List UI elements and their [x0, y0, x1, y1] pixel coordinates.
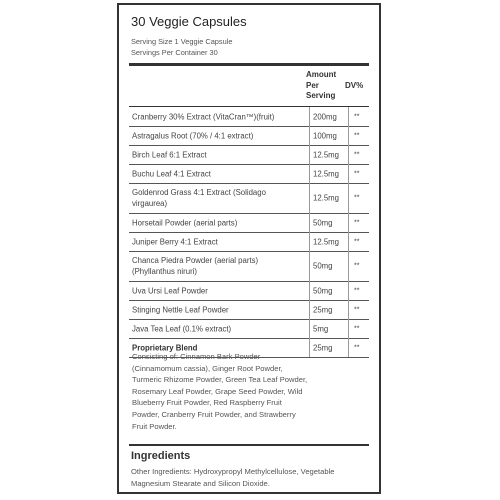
ingredient-dv: **: [354, 132, 360, 139]
ingredient-name: Juniper Berry 4:1 Extract: [132, 237, 218, 246]
column-divider: [348, 232, 349, 251]
ingredient-amount: 25mg: [313, 305, 333, 314]
ingredient-amount: 200mg: [313, 112, 337, 121]
ingredient-amount: 100mg: [313, 131, 337, 140]
column-divider: [309, 319, 310, 338]
ingredient-dv: **: [354, 325, 360, 332]
servings-per-container: Servings Per Container 30: [131, 48, 218, 57]
column-divider: [348, 251, 349, 281]
ingredient-amount: 12.5mg: [313, 150, 340, 159]
ingredient-name: Birch Leaf 6:1 Extract: [132, 150, 207, 159]
column-divider: [348, 183, 349, 213]
column-divider: [309, 107, 310, 126]
dv-header: DV%: [345, 81, 364, 90]
ingredient-amount: 25mg: [313, 343, 333, 352]
table-row: [129, 300, 369, 320]
table-row: [129, 319, 369, 339]
table-row: [129, 107, 369, 127]
blend-consisting-of: Consisting of: Cinnamon Bark Powder (Cinnamomum cassia), Ginger Root Powder, Turmeric Rhizome Powder, Green Tea Leaf Powder, Rosemary Leaf Powder, Grape Seed Powder, Wild Blueberry Fruit Powder, Red Raspberry Fruit Powder, Cranberry Fruit Powder, and Strawberry Fruit Powder.: [132, 352, 308, 431]
ingredient-name: Goldenrod Grass 4:1 Extract (Solidago virgaurea): [132, 188, 266, 208]
supplement-facts-panel: [117, 3, 381, 494]
ingredient-dv: **: [354, 170, 360, 177]
ingredient-dv: **: [354, 151, 360, 158]
thick-divider: [129, 63, 369, 66]
ingredient-dv: **: [354, 262, 360, 270]
column-divider: [348, 126, 349, 145]
ingredient-name: Buchu Leaf 4:1 Extract: [132, 169, 211, 178]
column-divider: [309, 183, 310, 213]
ingredient-dv: **: [354, 238, 360, 245]
column-divider: [309, 164, 310, 183]
other-ingredients: Other Ingredients: Hydroxypropyl Methylcellulose, Vegetable Magnesium Stearate and Silicon Dioxide.: [131, 467, 335, 488]
column-divider: [348, 338, 349, 357]
column-divider: [348, 107, 349, 126]
ingredient-name: Cranberry 30% Extract (VitaCran™)(fruit): [132, 112, 275, 121]
ingredient-dv: **: [354, 219, 360, 226]
column-divider: [309, 213, 310, 232]
ingredients-divider: [129, 444, 369, 446]
column-divider: [309, 251, 310, 281]
ingredient-name: Chanca Piedra Powder (aerial parts) (Phyllanthus niruri): [132, 256, 259, 276]
column-divider: [348, 145, 349, 164]
ingredient-name: Astragalus Root (70% / 4:1 extract): [132, 131, 254, 140]
column-divider: [309, 281, 310, 300]
ingredient-amount: 12.5mg: [313, 237, 340, 246]
column-divider: [309, 126, 310, 145]
ingredient-dv: **: [354, 287, 360, 294]
column-divider: [348, 300, 349, 319]
column-divider: [309, 232, 310, 251]
ingredient-dv: **: [354, 194, 360, 202]
table-row: [129, 232, 369, 252]
ingredient-dv: **: [354, 344, 360, 351]
ingredients-title: Ingredients: [131, 450, 191, 462]
column-divider: [348, 281, 349, 300]
column-divider: [309, 145, 310, 164]
ingredient-name: Stinging Nettle Leaf Powder: [132, 305, 229, 314]
ingredient-dv: **: [354, 113, 360, 120]
ingredient-amount: 12.5mg: [313, 169, 340, 178]
column-divider: [309, 338, 310, 357]
ingredient-name: Horsetail Powder (aerial parts): [132, 218, 238, 227]
ingredient-name: Uva Ursi Leaf Powder: [132, 286, 208, 295]
table-row: [129, 213, 369, 233]
table-row: [129, 281, 369, 301]
amount-header: Amount Per Serving: [306, 70, 337, 100]
label-title: 30 Veggie Capsules: [131, 14, 247, 29]
serving-size: Serving Size 1 Veggie Capsule: [131, 37, 233, 46]
column-divider: [348, 164, 349, 183]
column-divider: [348, 319, 349, 338]
ingredient-amount: 12.5mg: [313, 193, 340, 203]
ingredient-amount: 5mg: [313, 324, 329, 333]
table-row: [129, 126, 369, 146]
table-row: [129, 164, 369, 184]
ingredient-dv: **: [354, 306, 360, 313]
ingredient-name: Proprietary Blend: [132, 343, 198, 352]
column-divider: [309, 300, 310, 319]
ingredient-amount: 50mg: [313, 218, 333, 227]
column-divider: [348, 213, 349, 232]
ingredient-amount: 50mg: [313, 286, 333, 295]
table-row: [129, 145, 369, 165]
table-row: [129, 183, 369, 214]
table-row: [129, 251, 369, 282]
ingredient-name: Java Tea Leaf (0.1% extract): [132, 324, 232, 333]
ingredient-amount: 50mg: [313, 261, 333, 271]
